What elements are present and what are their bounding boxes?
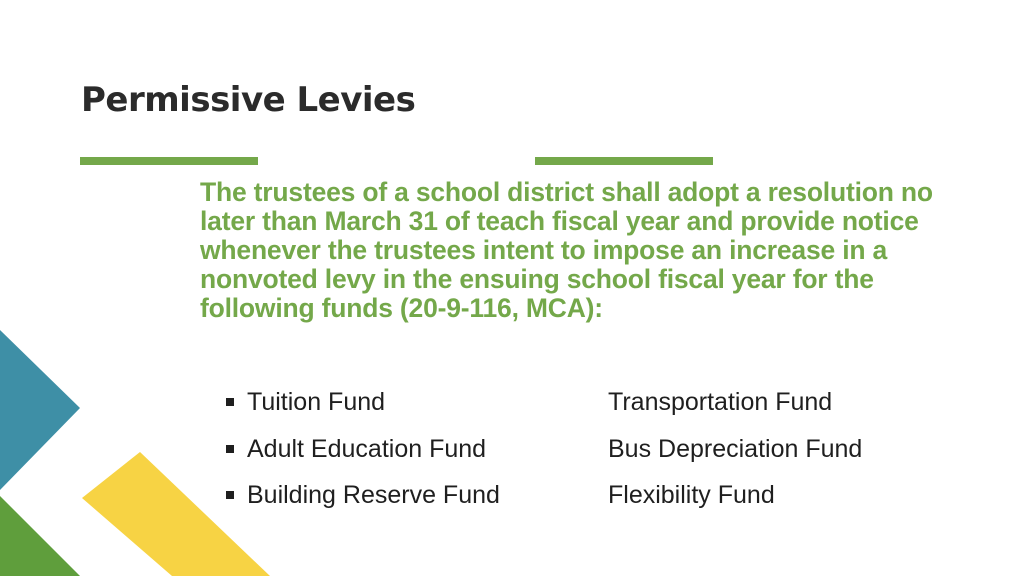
square-bullet-icon [226,445,234,453]
fund-label: Tuition Fund [247,388,386,416]
slide-title: Permissive Levies [81,80,416,120]
fund-item [608,435,862,482]
green-triangle-shape [0,496,80,576]
fund-label: Bus Depreciation Fund [608,434,863,463]
fund-label: Transportation Fund [608,388,833,416]
fund-item [608,481,862,528]
fund-item [226,481,500,528]
fund-label: Flexibility Fund [608,481,775,509]
funds-list-right [608,388,862,528]
fund-item [226,435,500,482]
fund-item [226,388,500,435]
fund-item [608,388,862,435]
square-bullet-icon [226,398,234,406]
fund-label: Building Reserve Fund [247,481,500,509]
intro-paragraph: The trustees of a school district shall adopt a resolution no later than March 31 of teach fiscal year and provide notice whenever the trustees intent to impose an increase in a nonvoted levy in the ensuing school fiscal year for the following funds (20-9-116, MCA): [200,177,933,323]
square-bullet-icon [226,491,234,499]
title-underline-left [80,157,258,165]
funds-list-left [226,388,500,528]
fund-label: Adult Education Fund [247,434,487,463]
title-underline-right [535,157,713,165]
teal-triangle-shape [0,330,80,490]
